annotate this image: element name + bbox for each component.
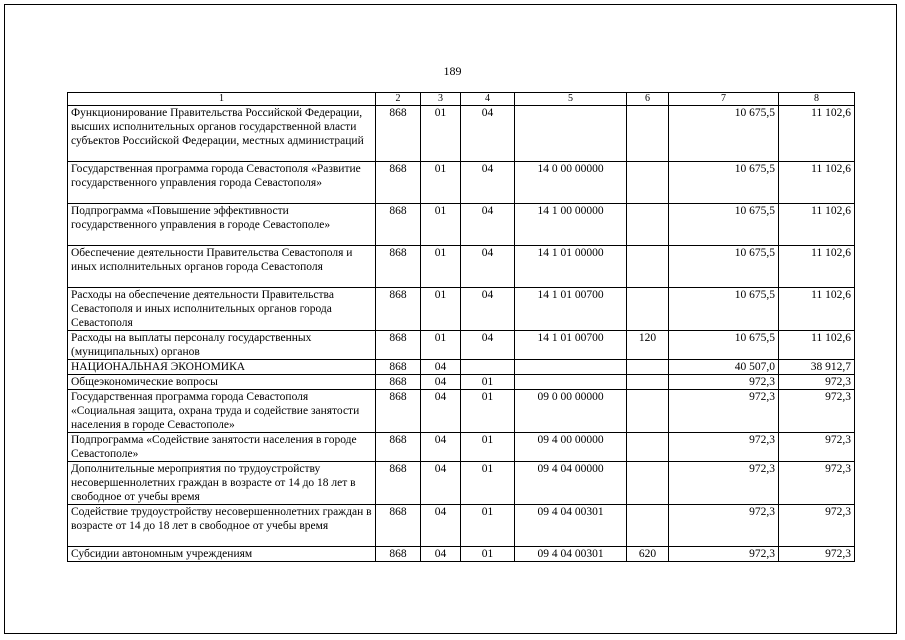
section-cell: 01 <box>421 331 461 360</box>
subsection-cell: 04 <box>461 331 515 360</box>
amount-col7-cell: 972,3 <box>669 462 779 505</box>
amount-col7-cell: 10 675,5 <box>669 246 779 288</box>
amount-col8-cell: 11 102,6 <box>779 106 855 162</box>
amount-col8-cell: 972,3 <box>779 375 855 390</box>
row-name-cell: Государственная программа города Севастополя «Развитие государственного управления города Севастополя» <box>68 162 376 204</box>
target-article-cell: 09 4 04 00301 <box>515 505 627 547</box>
table-row <box>68 547 855 562</box>
table-row <box>68 288 855 331</box>
target-article-cell <box>515 360 627 375</box>
subsection-cell: 01 <box>461 375 515 390</box>
column-header: 6 <box>627 93 669 106</box>
row-name-cell: Подпрограмма «Содействие занятости населения в городе Севастополе» <box>68 433 376 462</box>
section-cell: 04 <box>421 390 461 433</box>
expense-type-cell: 120 <box>627 331 669 360</box>
row-name-cell: НАЦИОНАЛЬНАЯ ЭКОНОМИКА <box>68 360 376 375</box>
table-row <box>68 433 855 462</box>
amount-col7-cell: 40 507,0 <box>669 360 779 375</box>
target-article-cell: 09 0 00 00000 <box>515 390 627 433</box>
amount-col8-cell: 972,3 <box>779 390 855 433</box>
expense-type-cell <box>627 288 669 331</box>
column-header: 8 <box>779 93 855 106</box>
amount-col7-cell: 972,3 <box>669 390 779 433</box>
amount-col8-cell: 972,3 <box>779 433 855 462</box>
subsection-cell: 01 <box>461 433 515 462</box>
expense-type-cell <box>627 375 669 390</box>
section-cell: 01 <box>421 204 461 246</box>
expense-type-cell <box>627 462 669 505</box>
subsection-cell <box>461 360 515 375</box>
target-article-cell: 14 1 00 00000 <box>515 204 627 246</box>
subsection-cell: 04 <box>461 106 515 162</box>
amount-col8-cell: 38 912,7 <box>779 360 855 375</box>
column-header: 2 <box>376 93 421 106</box>
amount-col8-cell: 972,3 <box>779 547 855 562</box>
admin-code-cell: 868 <box>376 360 421 375</box>
row-name-cell: Расходы на обеспечение деятельности Правительства Севастополя и иных исполнительных органов города Севастополя <box>68 288 376 331</box>
expense-type-cell <box>627 433 669 462</box>
admin-code-cell: 868 <box>376 390 421 433</box>
expense-type-cell <box>627 390 669 433</box>
section-cell: 04 <box>421 462 461 505</box>
admin-code-cell: 868 <box>376 433 421 462</box>
row-name-cell: Функционирование Правительства Российской Федерации, высших исполнительных органов государственной власти субъектов Российской Федерации, местных администраций <box>68 106 376 162</box>
column-header: 3 <box>421 93 461 106</box>
admin-code-cell: 868 <box>376 288 421 331</box>
table-header-row <box>68 93 855 106</box>
table-row <box>68 246 855 288</box>
column-header: 7 <box>669 93 779 106</box>
expense-type-cell <box>627 360 669 375</box>
section-cell: 01 <box>421 246 461 288</box>
subsection-cell: 01 <box>461 547 515 562</box>
amount-col8-cell: 972,3 <box>779 462 855 505</box>
admin-code-cell: 868 <box>376 375 421 390</box>
amount-col7-cell: 972,3 <box>669 433 779 462</box>
subsection-cell: 01 <box>461 462 515 505</box>
amount-col7-cell: 10 675,5 <box>669 106 779 162</box>
admin-code-cell: 868 <box>376 462 421 505</box>
target-article-cell: 09 4 04 00301 <box>515 547 627 562</box>
budget-table <box>67 92 855 562</box>
table-body <box>68 106 855 562</box>
subsection-cell: 04 <box>461 288 515 331</box>
expense-type-cell <box>627 106 669 162</box>
table-row <box>68 375 855 390</box>
subsection-cell: 04 <box>461 204 515 246</box>
target-article-cell: 14 0 00 00000 <box>515 162 627 204</box>
amount-col8-cell: 11 102,6 <box>779 331 855 360</box>
target-article-cell <box>515 106 627 162</box>
admin-code-cell: 868 <box>376 547 421 562</box>
column-header: 5 <box>515 93 627 106</box>
amount-col7-cell: 10 675,5 <box>669 162 779 204</box>
column-header: 4 <box>461 93 515 106</box>
amount-col7-cell: 10 675,5 <box>669 331 779 360</box>
admin-code-cell: 868 <box>376 204 421 246</box>
admin-code-cell: 868 <box>376 162 421 204</box>
target-article-cell <box>515 375 627 390</box>
subsection-cell: 01 <box>461 505 515 547</box>
table-row <box>68 331 855 360</box>
target-article-cell: 14 1 01 00700 <box>515 331 627 360</box>
row-name-cell: Расходы на выплаты персоналу государственных (муниципальных) органов <box>68 331 376 360</box>
admin-code-cell: 868 <box>376 246 421 288</box>
amount-col8-cell: 11 102,6 <box>779 204 855 246</box>
amount-col7-cell: 972,3 <box>669 505 779 547</box>
amount-col8-cell: 11 102,6 <box>779 162 855 204</box>
table-row <box>68 162 855 204</box>
section-cell: 04 <box>421 360 461 375</box>
amount-col7-cell: 10 675,5 <box>669 204 779 246</box>
expense-type-cell <box>627 505 669 547</box>
table-row <box>68 462 855 505</box>
target-article-cell: 14 1 01 00000 <box>515 246 627 288</box>
admin-code-cell: 868 <box>376 106 421 162</box>
expense-type-cell: 620 <box>627 547 669 562</box>
amount-col7-cell: 972,3 <box>669 547 779 562</box>
row-name-cell: Субсидии автономным учреждениям <box>68 547 376 562</box>
section-cell: 01 <box>421 106 461 162</box>
subsection-cell: 04 <box>461 246 515 288</box>
amount-col7-cell: 10 675,5 <box>669 288 779 331</box>
section-cell: 04 <box>421 433 461 462</box>
page-number: 189 <box>443 64 462 78</box>
row-name-cell: Подпрограмма «Повышение эффективности государственного управления в городе Севастополе» <box>68 204 376 246</box>
section-cell: 04 <box>421 375 461 390</box>
row-name-cell: Государственная программа города Севастополя «Социальная защита, охрана труда и содействие занятости населения в городе Севастополе» <box>68 390 376 433</box>
table-row <box>68 505 855 547</box>
amount-col8-cell: 11 102,6 <box>779 288 855 331</box>
section-cell: 01 <box>421 162 461 204</box>
row-name-cell: Обеспечение деятельности Правительства Севастополя и иных исполнительных органов города Севастополя <box>68 246 376 288</box>
expense-type-cell <box>627 204 669 246</box>
section-cell: 04 <box>421 505 461 547</box>
target-article-cell: 09 4 04 00000 <box>515 462 627 505</box>
admin-code-cell: 868 <box>376 331 421 360</box>
table-row <box>68 204 855 246</box>
section-cell: 01 <box>421 288 461 331</box>
expense-type-cell <box>627 162 669 204</box>
target-article-cell: 14 1 01 00700 <box>515 288 627 331</box>
amount-col8-cell: 972,3 <box>779 505 855 547</box>
table-row <box>68 360 855 375</box>
section-cell: 04 <box>421 547 461 562</box>
row-name-cell: Содействие трудоустройству несовершеннолетних граждан в возрасте от 14 до 18 лет в свободное от учебы время <box>68 505 376 547</box>
column-header: 1 <box>68 93 376 106</box>
table-row <box>68 106 855 162</box>
amount-col8-cell: 11 102,6 <box>779 246 855 288</box>
subsection-cell: 04 <box>461 162 515 204</box>
row-name-cell: Общеэкономические вопросы <box>68 375 376 390</box>
amount-col7-cell: 972,3 <box>669 375 779 390</box>
table-row <box>68 390 855 433</box>
row-name-cell: Дополнительные мероприятия по трудоустройству несовершеннолетних граждан в возрасте от 14 до 18 лет в свободное от учебы время <box>68 462 376 505</box>
target-article-cell: 09 4 00 00000 <box>515 433 627 462</box>
expense-type-cell <box>627 246 669 288</box>
admin-code-cell: 868 <box>376 505 421 547</box>
subsection-cell: 01 <box>461 390 515 433</box>
